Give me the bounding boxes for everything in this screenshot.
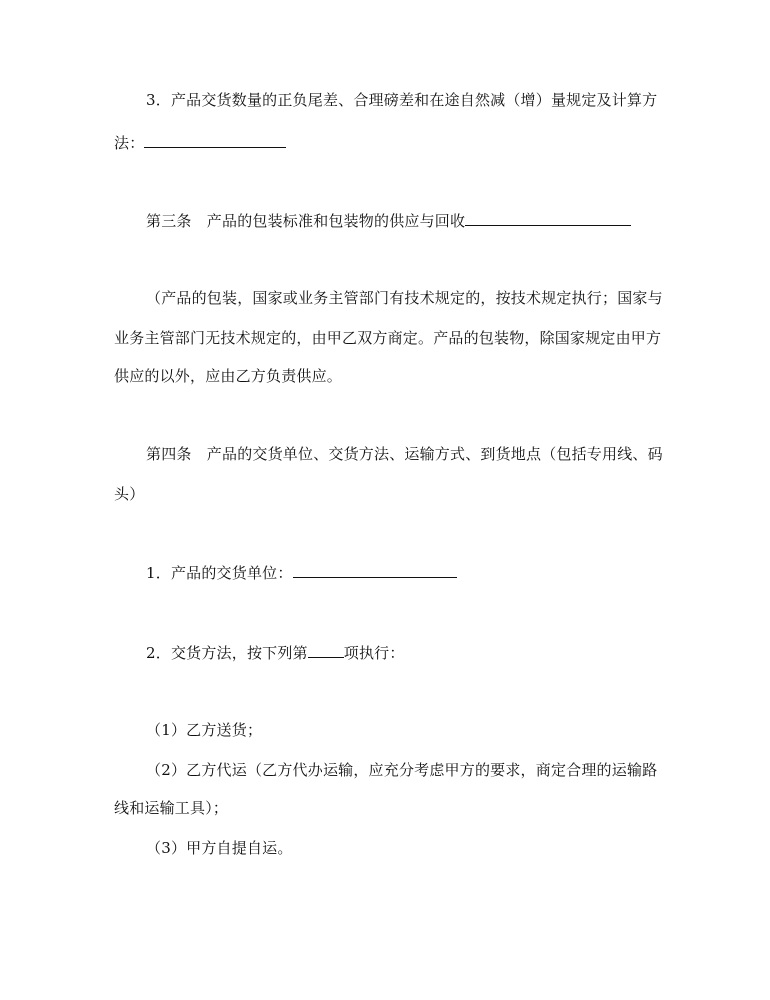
packaging-note-line3: 供应的以外，应由乙方负责供应。 bbox=[114, 367, 343, 385]
item2-text-before: 2．交货方法，按下列第 bbox=[146, 644, 308, 662]
item1-blank-field[interactable] bbox=[293, 562, 457, 578]
item1-text: 1．产品的交货单位： bbox=[146, 564, 293, 582]
article3-blank-field[interactable] bbox=[465, 210, 631, 226]
item2-blank-field[interactable] bbox=[308, 642, 344, 658]
article3-heading bbox=[146, 210, 631, 231]
option1: （1）乙方送货； bbox=[146, 721, 263, 739]
item3-line1: 3．产品交货数量的正负尾差、合理磅差和在途自然减（增）量规定及计算方 bbox=[146, 91, 658, 109]
option3: （3）甲方自提自运。 bbox=[146, 839, 293, 857]
article4-line1: 第四条 产品的交货单位、交货方法、运输方式、到货地点（包括专用线、码 bbox=[146, 445, 663, 463]
option2-line1: （2）乙方代运（乙方代办运输，应充分考虑甲方的要求，商定合理的运输路 bbox=[146, 761, 658, 779]
item3-line2 bbox=[114, 132, 286, 153]
item2-text-after: 项执行： bbox=[343, 644, 405, 662]
option2-line2: 线和运输工具）； bbox=[114, 799, 229, 817]
article4-line2: 头） bbox=[114, 485, 145, 503]
packaging-note-line2: 业务主管部门无技术规定的，由甲乙双方商定。产品的包装物，除国家规定由甲方 bbox=[114, 329, 662, 347]
packaging-note-line1: （产品的包装，国家或业务主管部门有技术规定的，按技术规定执行；国家与 bbox=[146, 289, 663, 307]
item1-line bbox=[146, 562, 457, 583]
article3-heading-text: 第三条 产品的包装标准和包装物的供应与回收 bbox=[146, 212, 466, 230]
item3-blank-field[interactable] bbox=[144, 132, 286, 148]
item3-line2-text: 法： bbox=[114, 134, 145, 152]
item2-line bbox=[146, 642, 405, 663]
